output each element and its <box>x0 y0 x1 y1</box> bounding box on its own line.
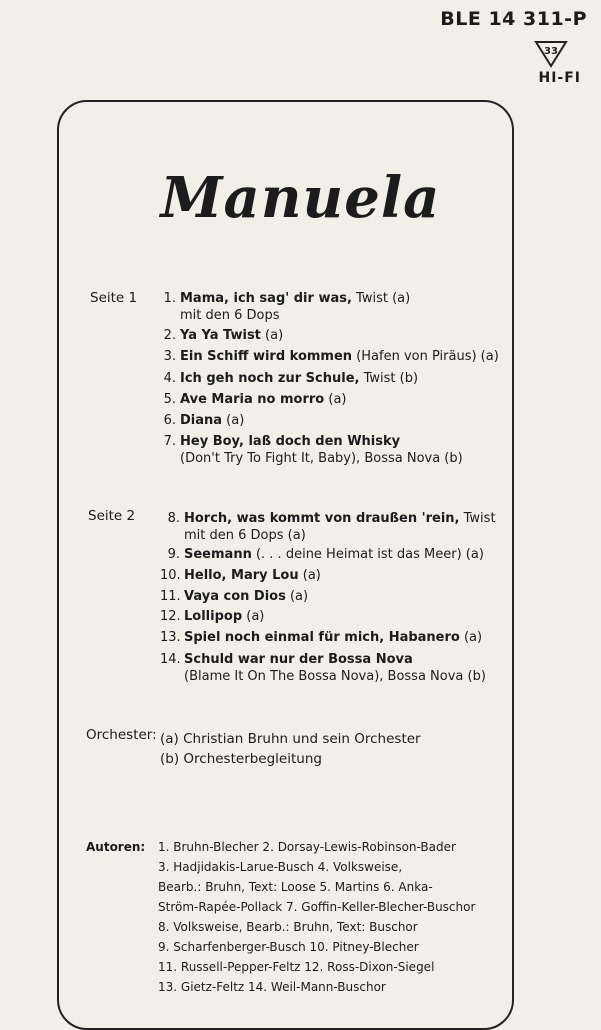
track-title: Seemann <box>184 547 252 562</box>
track-info: Twist <box>459 511 496 526</box>
track-item <box>166 546 484 563</box>
track-title: Ave Maria no morro <box>180 392 325 407</box>
author-line: 9. Scharfenberger-Busch 10. Pitney-Blecher <box>158 940 419 954</box>
side2-label: Seite 2 <box>88 508 136 524</box>
track-item <box>160 608 264 625</box>
track-item <box>162 348 499 365</box>
track-info: (a) <box>260 328 284 343</box>
track-number: 4. <box>163 371 176 386</box>
track-info: Twist (b) <box>359 371 419 386</box>
author-line: 13. Gietz-Feltz 14. Weil-Mann-Buschor <box>158 980 386 994</box>
track-info: Twist (a) <box>351 291 411 306</box>
catalog-number: BLE 14 311-P <box>440 8 587 30</box>
album-title: Manuela <box>160 165 441 231</box>
track-number: 1. <box>163 291 176 306</box>
speed-badge-icon <box>534 40 568 68</box>
track-subline: (Blame It On The Bossa Nova), Bossa Nova (b) <box>184 669 486 684</box>
track-item <box>162 370 418 387</box>
track-title: Lollipop <box>184 609 243 624</box>
track-number: 12. <box>160 609 181 624</box>
track-title: Diana <box>180 413 223 428</box>
hifi-label: HI-FI <box>538 70 581 86</box>
track-item <box>160 588 308 605</box>
track-info: (a) <box>285 589 309 604</box>
track-number: 3. <box>163 349 176 364</box>
track-subline: mit den 6 Dops <box>180 308 280 323</box>
authors-label: Autoren: <box>86 840 146 854</box>
track-item <box>162 433 463 467</box>
author-line: 3. Hadjidakis-Larue-Busch 4. Volksweise, <box>158 860 403 874</box>
track-info: (a) <box>324 392 347 407</box>
speed-label: 33 <box>544 46 558 57</box>
track-title: Hey Boy, laß doch den Whisky <box>180 434 401 449</box>
track-info: (a) <box>459 630 483 645</box>
track-info: (a) <box>298 568 321 583</box>
track-title: Ein Schiff wird kommen <box>180 349 353 364</box>
track-item <box>162 412 244 429</box>
track-item <box>166 510 496 544</box>
track-item <box>162 327 283 344</box>
track-title: Horch, was kommt von draußen 'rein, <box>184 511 460 526</box>
orchestra-label: Orchester: <box>86 727 157 743</box>
author-line: 8. Volksweise, Bearb.: Bruhn, Text: Buschor <box>158 920 418 934</box>
orchestra-b: (b) Orchesterbegleitung <box>160 751 322 767</box>
track-info: (a) <box>242 609 265 624</box>
track-info: (a) <box>222 413 245 428</box>
track-number: 2. <box>163 328 176 343</box>
track-number: 6. <box>163 413 176 428</box>
track-title: Ich geh noch zur Schule, <box>180 371 360 386</box>
track-number: 5. <box>163 392 176 407</box>
track-number: 9. <box>167 547 180 562</box>
track-number: 7. <box>163 434 176 449</box>
track-number: 14. <box>160 652 181 667</box>
track-item <box>162 290 410 324</box>
track-subline: (Don't Try To Fight It, Baby), Bossa Nova (b) <box>180 451 463 466</box>
author-line: Bearb.: Bruhn, Text: Loose 5. Martins 6. Anka- <box>158 880 433 894</box>
track-title: Ya Ya Twist <box>180 328 261 343</box>
track-number: 10. <box>160 568 181 583</box>
author-line: 11. Russell-Pepper-Feltz 12. Ross-Dixon-Siegel <box>158 960 435 974</box>
track-title: Vaya con Dios <box>184 589 286 604</box>
track-title: Spiel noch einmal für mich, Habanero <box>184 630 460 645</box>
orchestra-a: (a) Christian Bruhn und sein Orchester <box>160 731 421 747</box>
track-number: 8. <box>167 511 180 526</box>
track-item <box>160 567 321 584</box>
track-subline: mit den 6 Dops (a) <box>184 528 306 543</box>
track-number: 13. <box>160 630 181 645</box>
track-title: Hello, Mary Lou <box>184 568 299 583</box>
track-item <box>160 629 482 646</box>
track-item <box>160 651 486 685</box>
author-line: 1. Bruhn-Blecher 2. Dorsay-Lewis-Robinson-Bader <box>158 840 456 854</box>
track-info: (Hafen von Piräus) (a) <box>352 349 499 364</box>
author-line: Ström-Rapée-Pollack 7. Goffin-Keller-Blecher-Buschor <box>158 900 476 914</box>
track-title: Mama, ich sag' dir was, <box>180 291 352 306</box>
side1-label: Seite 1 <box>90 290 138 306</box>
track-item <box>162 391 346 408</box>
track-number: 11. <box>160 589 181 604</box>
track-info: (. . . deine Heimat ist das Meer) (a) <box>251 547 484 562</box>
track-title: Schuld war nur der Bossa Nova <box>184 652 413 667</box>
